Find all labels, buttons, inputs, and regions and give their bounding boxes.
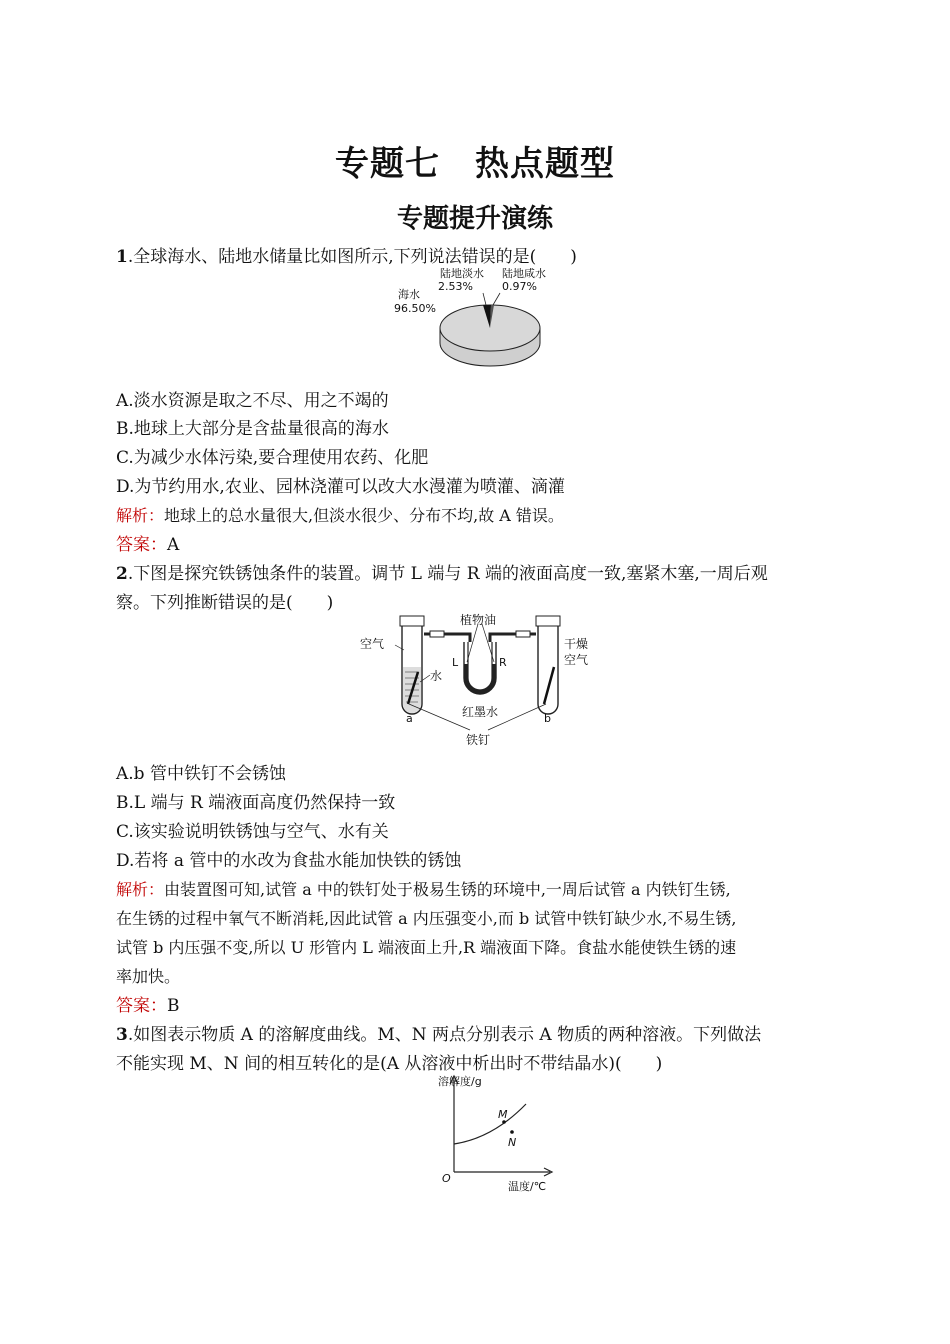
y-axis-label: 溶解度/g (438, 1075, 482, 1088)
q1-pie-figure (392, 268, 564, 378)
q2-option-b: B.L 端与 R 端液面高度仍然保持一致 (116, 793, 396, 813)
page-title: 专题七 热点题型 (335, 144, 615, 184)
label-R: R (499, 656, 507, 669)
q1-stem (116, 246, 577, 268)
q2-analysis-line1 (116, 879, 731, 901)
q2-answer (116, 995, 180, 1017)
q2-analysis-line3: 试管 b 内压强不变,所以 U 形管内 L 端液面上升,R 端液面下降。食盐水能使铁生锈的速 (116, 938, 737, 957)
q2-analysis-text1: 由装置图可知,试管 a 中的铁钉处于极易生锈的环境中,一周后试管 a 内铁钉生锈, (164, 880, 731, 899)
page-subtitle: 专题提升演练 (396, 204, 553, 234)
q2-analysis-line4: 率加快。 (116, 967, 181, 986)
q2-stem-line2: 察。下列推断错误的是( ) (116, 593, 334, 613)
q1-analysis-text: 地球上的总水量很大,但淡水很少、分布不均,故 A 错误。 (164, 506, 564, 525)
label-L: L (452, 656, 459, 669)
label-oil: 植物油 (460, 613, 497, 627)
label-dry-air-2: 空气 (564, 653, 589, 667)
q2-option-a: A.b 管中铁钉不会锈蚀 (116, 764, 286, 784)
pie-label-sea: 海水 (398, 288, 420, 301)
q2-option-d: D.若将 a 管中的水改为食盐水能加快铁的锈蚀 (116, 851, 462, 871)
q1-option-b: B.地球上大部分是含盐量很高的海水 (116, 419, 389, 439)
tube-b-stopper (536, 616, 560, 626)
q2-analysis-line2: 在生锈的过程中氧气不断消耗,因此试管 a 内压强变小,而 b 试管中铁钉缺少水,不易生锈, (116, 909, 737, 928)
q2-stem-text1: .下图是探究铁锈蚀条件的装置。调节 L 端与 R 端的液面高度一致,塞紧木塞,一周后观 (127, 564, 768, 584)
label-N: N (508, 1136, 517, 1149)
pie-value-sea: 96.50% (394, 302, 436, 315)
label-red-ink: 红墨水 (462, 705, 499, 719)
q1-option-d: D.为节约用水,农业、园林浇灌可以改大水漫灌为喷灌、滴灌 (116, 477, 565, 497)
q1-option-c: C.为减少水体污染,要合理使用农药、化肥 (116, 448, 429, 468)
label-M: M (498, 1108, 508, 1121)
label-tube-a: a (406, 712, 413, 725)
q2-number: 2 (116, 564, 128, 584)
q3-number: 3 (116, 1025, 128, 1045)
pie-value-salt: 0.97% (502, 280, 537, 293)
label-water: 水 (430, 669, 443, 683)
q1-answer-label: 答案： (116, 535, 167, 555)
q3-solubility-figure (438, 1074, 564, 1196)
label-tube-b: b (544, 712, 551, 725)
q2-analysis-label: 解析： (116, 880, 165, 899)
q3-stem-line2: 不能实现 M、N 间的相互转化的是(A 从溶液中析出时不带结晶水)( ) (116, 1054, 663, 1074)
x-axis-label: 温度/℃ (508, 1180, 547, 1193)
origin-label: O (442, 1172, 451, 1185)
label-air: 空气 (360, 637, 385, 651)
pie-label-fresh: 陆地淡水 (440, 268, 484, 280)
q2-answer-label: 答案： (116, 996, 167, 1016)
q1-analysis-label: 解析： (116, 506, 165, 525)
tube-b (538, 626, 558, 714)
q1-answer (116, 534, 179, 556)
q1-analysis (116, 505, 564, 527)
q3-stem-line1 (116, 1024, 761, 1046)
label-nail: 铁钉 (466, 733, 491, 747)
q1-answer-text: A (167, 535, 180, 555)
tube-b-nail (544, 667, 554, 704)
q1-option-a: A.淡水资源是取之不尽、用之不竭的 (116, 391, 389, 411)
q2-stem-line1 (116, 563, 768, 585)
q2-option-c: C.该实验说明铁锈蚀与空气、水有关 (116, 822, 389, 842)
pie-label-salt: 陆地咸水 (502, 268, 546, 280)
q2-answer-text: B (167, 996, 180, 1016)
point-N (510, 1130, 514, 1134)
pie-value-fresh: 2.53% (438, 280, 473, 293)
q1-stem-text: .全球海水、陆地水储量比如图所示,下列说法错误的是( ) (127, 247, 577, 267)
q1-number: 1 (116, 247, 128, 267)
tube-a-stopper (400, 616, 424, 626)
label-dry-air-1: 干燥 (564, 637, 589, 651)
q3-stem-text1: .如图表示物质 A 的溶解度曲线。M、N 两点分别表示 A 物质的两种溶液。下列做法 (127, 1025, 762, 1045)
q2-rust-apparatus (360, 612, 600, 750)
